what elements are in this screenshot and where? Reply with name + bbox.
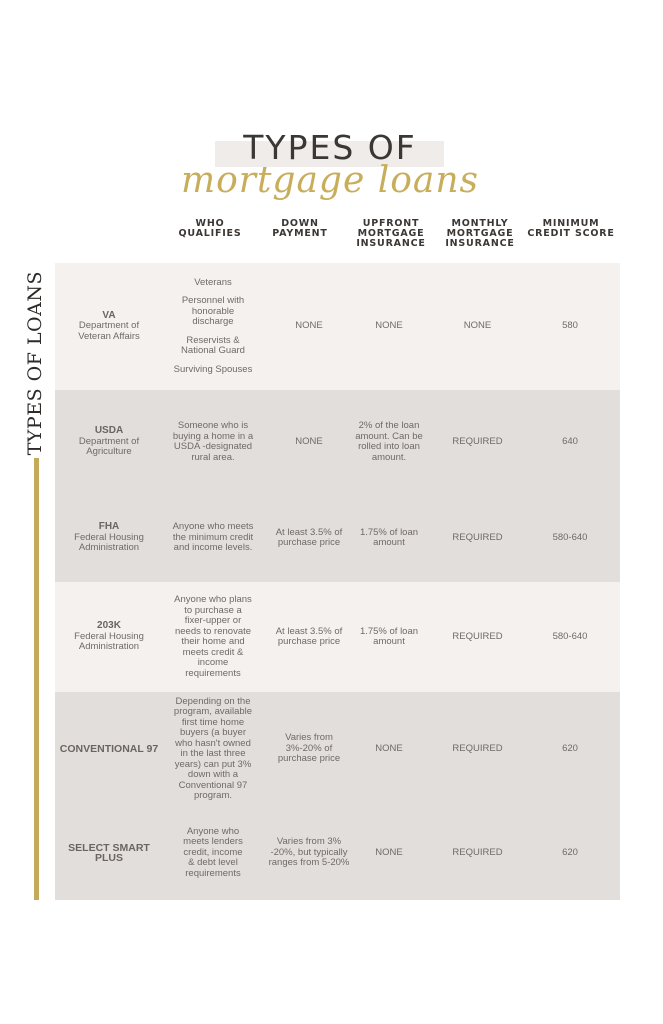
col-header-min-credit-score: MINIMUM CREDIT SCORE [527,218,615,239]
down-payment-cell [263,582,355,692]
credit-score-cell: 580-640 [552,531,588,543]
who-qualifies-cell [163,692,263,806]
down-payment-text: Varies from 3% -20%, but typically ranges from 5-20% [268,836,350,869]
down-payment-cell: NONE [295,320,323,332]
who-qualifies-text: Anyone who plans to purchase a fixer-upper or needs to renovate their home and meets credit & income requirements [174,594,252,679]
loan-agency: Federal Housing Administration [74,630,144,653]
loan-name: USDA [94,425,124,437]
monthly-insurance-cell: REQUIRED [452,630,503,642]
monthly-insurance-cell: NONE [463,320,492,332]
upfront-insurance-cell [347,582,431,692]
loan-name-cell [55,806,163,900]
page-subtitle-script: mortgage loans [180,160,480,201]
who-qualifies-text: Someone who is buying a home in a USDA -designated rural area. [172,420,254,463]
upfront-insurance-cell [347,390,431,494]
loan-name: CONVENTIONAL 97 [59,742,159,755]
upfront-insurance-text: 1.75% of loan amount [359,526,419,548]
table-row-fha [55,494,620,582]
down-payment-cell: NONE [295,435,323,447]
who-qualifies-cell [163,390,263,494]
table-row-conventional-97 [55,692,620,806]
down-payment-text: At least 3.5% of purchase price [275,625,343,647]
credit-score-cell: 620 [562,846,578,858]
table-row-select-smart-plus [55,806,620,900]
upfront-insurance-text: 2% of the loan amount. Can be rolled into loan amount. [355,420,423,463]
loan-name-cell [55,692,163,806]
loan-agency: Federal Housing Administration [74,531,144,554]
qualifier-item: Surviving Spouses [173,363,253,375]
down-payment-cell [263,494,355,582]
col-header-down-payment: DOWN PAYMENT [272,218,328,239]
loan-name: VA [102,309,116,321]
loan-agency: Department of Agriculture [78,435,140,458]
table-row-203k [55,582,620,692]
who-qualifies-text: Depending on the program, available first time home buyers (a buyer who hasn't owned in the last three years) can put 3% down with a Conventional 97 program. [173,695,253,801]
credit-score-cell: 640 [562,435,578,447]
page-title: TYPES OF [243,128,417,167]
upfront-insurance-cell: NONE [375,320,403,332]
who-qualifies-cell [163,494,263,582]
upfront-insurance-text: 1.75% of loan amount [359,625,419,647]
upfront-insurance-cell: NONE [375,742,403,754]
table-row-va [55,263,620,390]
loan-name-cell [55,390,163,494]
who-qualifies-text: Anyone who meets lenders credit, income & debt level requirements [183,825,243,879]
monthly-insurance-cell: REQUIRED [452,435,503,447]
upfront-insurance-cell [347,494,431,582]
down-payment-cell [263,806,355,900]
credit-score-cell: 580-640 [552,630,588,642]
gold-accent-bar [34,458,39,900]
down-payment-cell [263,692,355,806]
col-header-upfront-insurance: UPFRONT MORTGAGE INSURANCE [356,218,426,249]
credit-score-cell: 580 [562,320,578,332]
loan-name-cell [55,494,163,582]
qualifier-item: Personnel with honorable discharge [181,295,245,328]
col-header-who-qualifies: WHO QUALIFIES [178,218,242,239]
upfront-insurance-cell: NONE [375,846,403,858]
loan-agency: Department of Veteran Affairs [78,320,140,342]
monthly-insurance-cell: REQUIRED [452,531,503,543]
loan-name-cell [55,582,163,692]
loan-name: FHA [98,521,120,533]
down-payment-text: Varies from 3%-20% of purchase price [277,732,341,765]
monthly-insurance-cell: REQUIRED [452,846,503,858]
loan-table [55,263,620,900]
qualifier-item: Reservists & National Guard [181,334,245,357]
col-header-monthly-insurance: MONTHLY MORTGAGE INSURANCE [445,218,515,249]
loan-name: SELECT SMART PLUS [68,841,150,864]
loan-name: 203K [97,620,121,632]
credit-score-cell: 620 [562,742,578,754]
monthly-insurance-cell: REQUIRED [452,742,503,754]
who-qualifies-cell [163,263,263,390]
who-qualifies-cell [163,806,263,900]
table-row-usda [55,390,620,494]
loan-name-cell [55,263,163,390]
qualifier-item: Veterans [194,276,232,288]
down-payment-text: At least 3.5% of purchase price [275,526,343,548]
who-qualifies-text: Anyone who meets the minimum credit and income levels. [172,521,254,554]
side-label: TYPES OF LOANS [24,270,46,456]
who-qualifies-cell [163,582,263,692]
